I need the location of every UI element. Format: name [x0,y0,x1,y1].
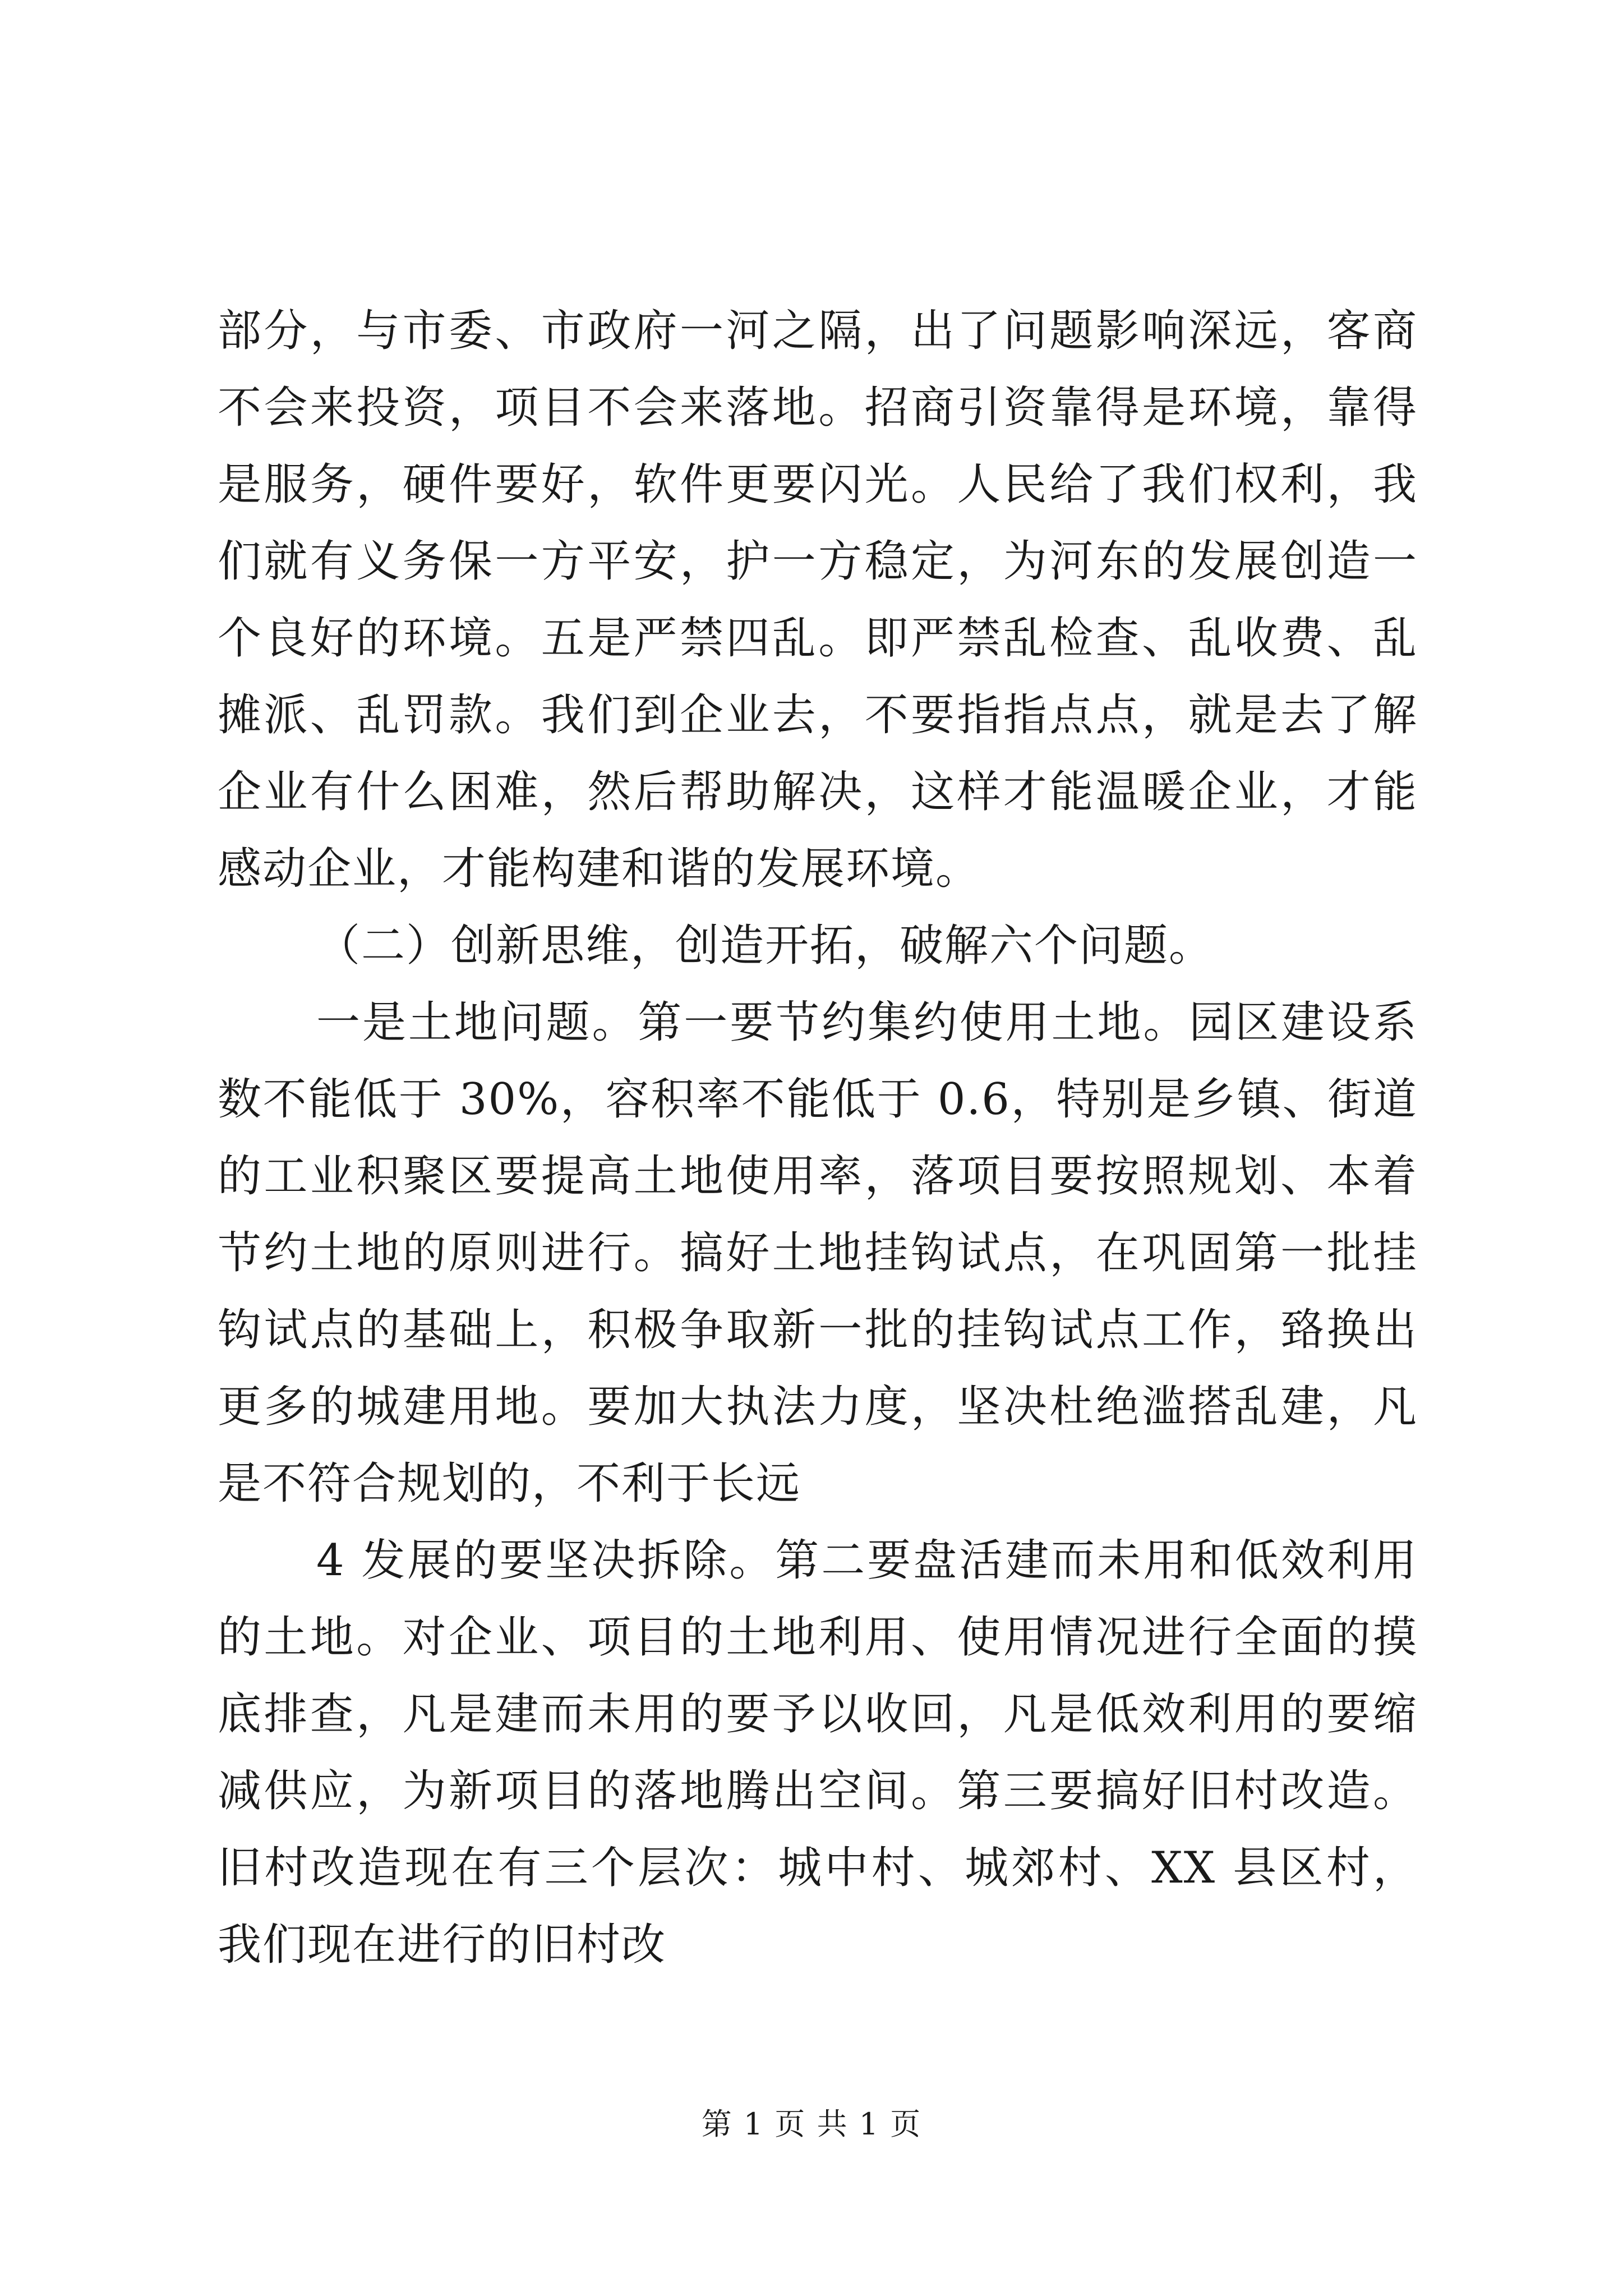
paragraph-land-issue: 一是土地问题。第一要节约集约使用土地。园区建设系数不能低于 30%，容积率不能低于 0.6，特别是乡镇、街道的工业积聚区要提高土地使用率，落项目要按照规划、本着节约土地的原则进行。搞好土地挂钩试点，在巩固第一批挂钩试点的基础上，积极争取新一批的挂钩试点工作，臵换出更多的城建用地。要加大执法力度，坚决杜绝滥搭乱建，凡是不符合规划的，不利于长远 [218,997,1418,1509]
page-footer: 第 1 页 共 1 页 [701,2106,922,2142]
paragraph-environment: 部分，与市委、市政府一河之隔，出了问题影响深远，客商不会来投资，项目不会来落地。招商引资靠得是环境，靠得是服务，硬件要好，软件更要闪光。人民给了我们权利，我们就有义务保一方平安，护一方稳定，为河东的发展创造一个良好的环境。五是严禁四乱。即严禁乱检查、乱收费、乱摊派、乱罚款。我们到企业去，不要指指点点，就是去了解企业有什么困难，然后帮助解决，这样才能温暖企业，才能感动企业，才能构建和谐的发展环境。 [218,306,1418,894]
document-body [218,293,1418,1984]
paragraph-land-issue-continued: 4 发展的要坚决拆除。第二要盘活建而未用和低效利用的土地。对企业、项目的土地利用、使用情况进行全面的摸底排查，凡是建而未用的要予以收回，凡是低效利用的要缩减供应，为新项目的落地腾出空间。第三要搞好旧村改造。旧村改造现在有三个层次：城中村、城郊村、XX 县区村，我们现在进行的旧村改 [218,1535,1418,1970]
paragraph-section-heading: （二）创新思维，创造开拓，破解六个问题。 [316,921,1214,971]
